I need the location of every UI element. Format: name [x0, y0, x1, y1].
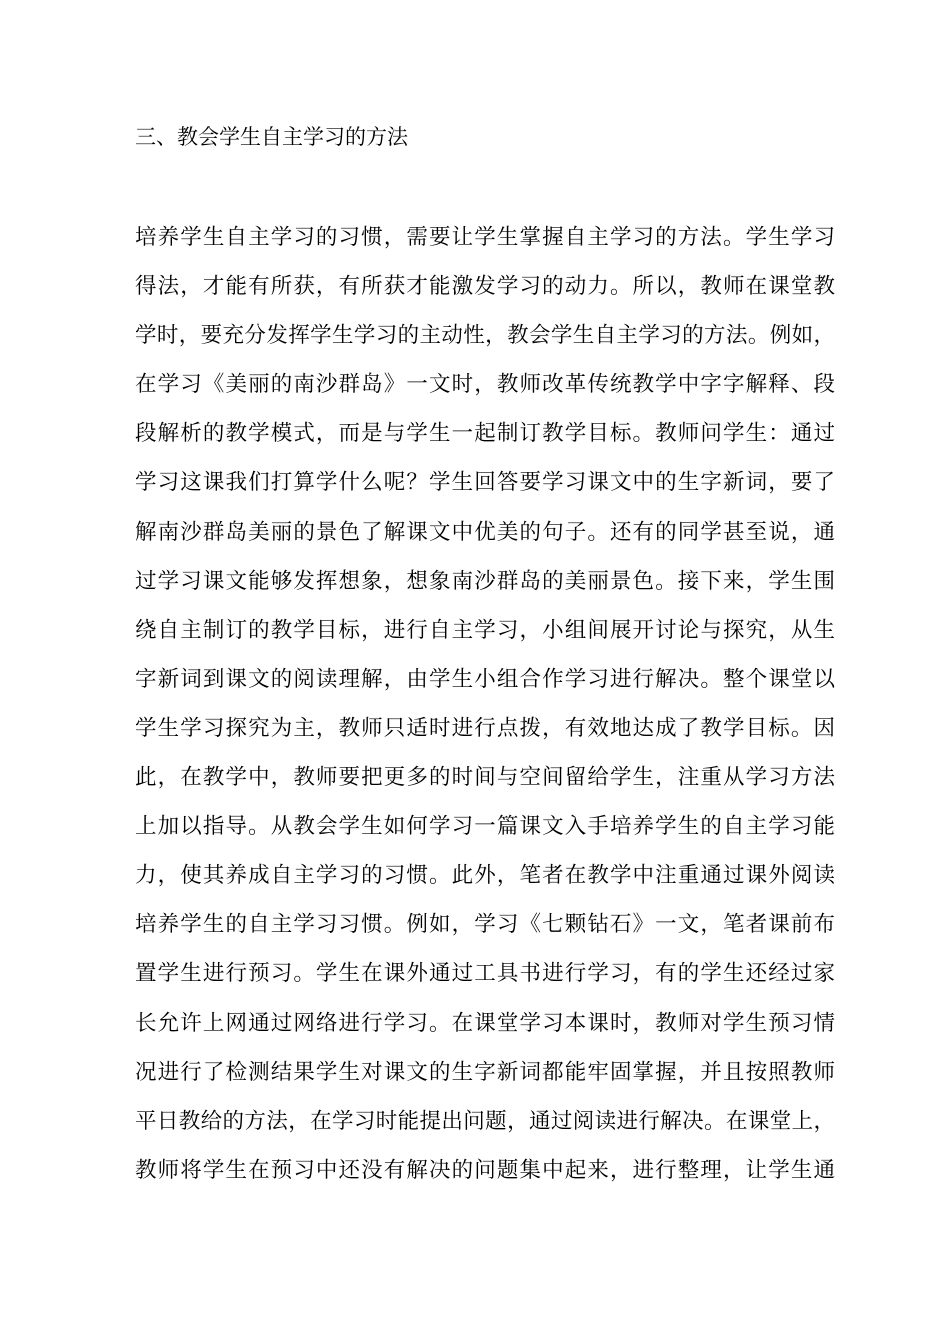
paragraph-line: 此，在教学中，教师要把更多的时间与空间留给学生，注重从学习方法	[135, 765, 835, 791]
paragraph-line: 绕自主制订的教学目标，进行自主学习，小组间展开讨论与探究，从生	[135, 617, 835, 643]
section-heading: 三、教会学生自主学习的方法	[135, 125, 408, 149]
paragraph-line: 在学习《美丽的南沙群岛》一文时，教师改革传统教学中字字解释、段	[135, 372, 835, 398]
paragraph-line: 教师将学生在预习中还没有解决的问题集中起来，进行整理，让学生通	[135, 1157, 835, 1183]
paragraph-line: 字新词到课文的阅读理解，由学生小组合作学习进行解决。整个课堂以	[135, 666, 835, 692]
paragraph-line: 平日教给的方法，在学习时能提出问题，通过阅读进行解决。在课堂上，	[135, 1108, 835, 1134]
paragraph-line: 段解析的教学模式，而是与学生一起制订教学目标。教师问学生：通过	[135, 421, 835, 447]
paragraph-line: 培养学生的自主学习习惯。例如，学习《七颗钻石》一文，笔者课前布	[135, 912, 835, 938]
paragraph-line: 学习这课我们打算学什么呢？学生回答要学习课文中的生字新词，要了	[135, 470, 835, 496]
paragraph-line: 学时，要充分发挥学生学习的主动性，教会学生自主学习的方法。例如，	[135, 323, 835, 349]
paragraph-line: 学生学习探究为主，教师只适时进行点拨，有效地达成了教学目标。因	[135, 715, 835, 741]
paragraph-line: 解南沙群岛美丽的景色了解课文中优美的句子。还有的同学甚至说，通	[135, 519, 835, 545]
paragraph-line: 培养学生自主学习的习惯，需要让学生掌握自主学习的方法。学生学习	[135, 225, 835, 250]
body-paragraph	[135, 220, 835, 1202]
paragraph-line: 过学习课文能够发挥想象，想象南沙群岛的美丽景色。接下来，学生围	[135, 568, 835, 594]
paragraph-line: 力，使其养成自主学习的习惯。此外，笔者在教学中注重通过课外阅读	[135, 863, 835, 889]
paragraph-line: 长允许上网通过网络进行学习。在课堂学习本课时，教师对学生预习情	[135, 1010, 835, 1036]
paragraph-line: 置学生进行预习。学生在课外通过工具书进行学习，有的学生还经过家	[135, 961, 835, 987]
paragraph-line: 况进行了检测结果学生对课文的生字新词都能牢固掌握，并且按照教师	[135, 1059, 835, 1085]
paragraph-line: 上加以指导。从教会学生如何学习一篇课文入手培养学生的自主学习能	[135, 814, 835, 840]
paragraph-line: 得法，才能有所获，有所获才能激发学习的动力。所以，教师在课堂教	[135, 274, 835, 300]
